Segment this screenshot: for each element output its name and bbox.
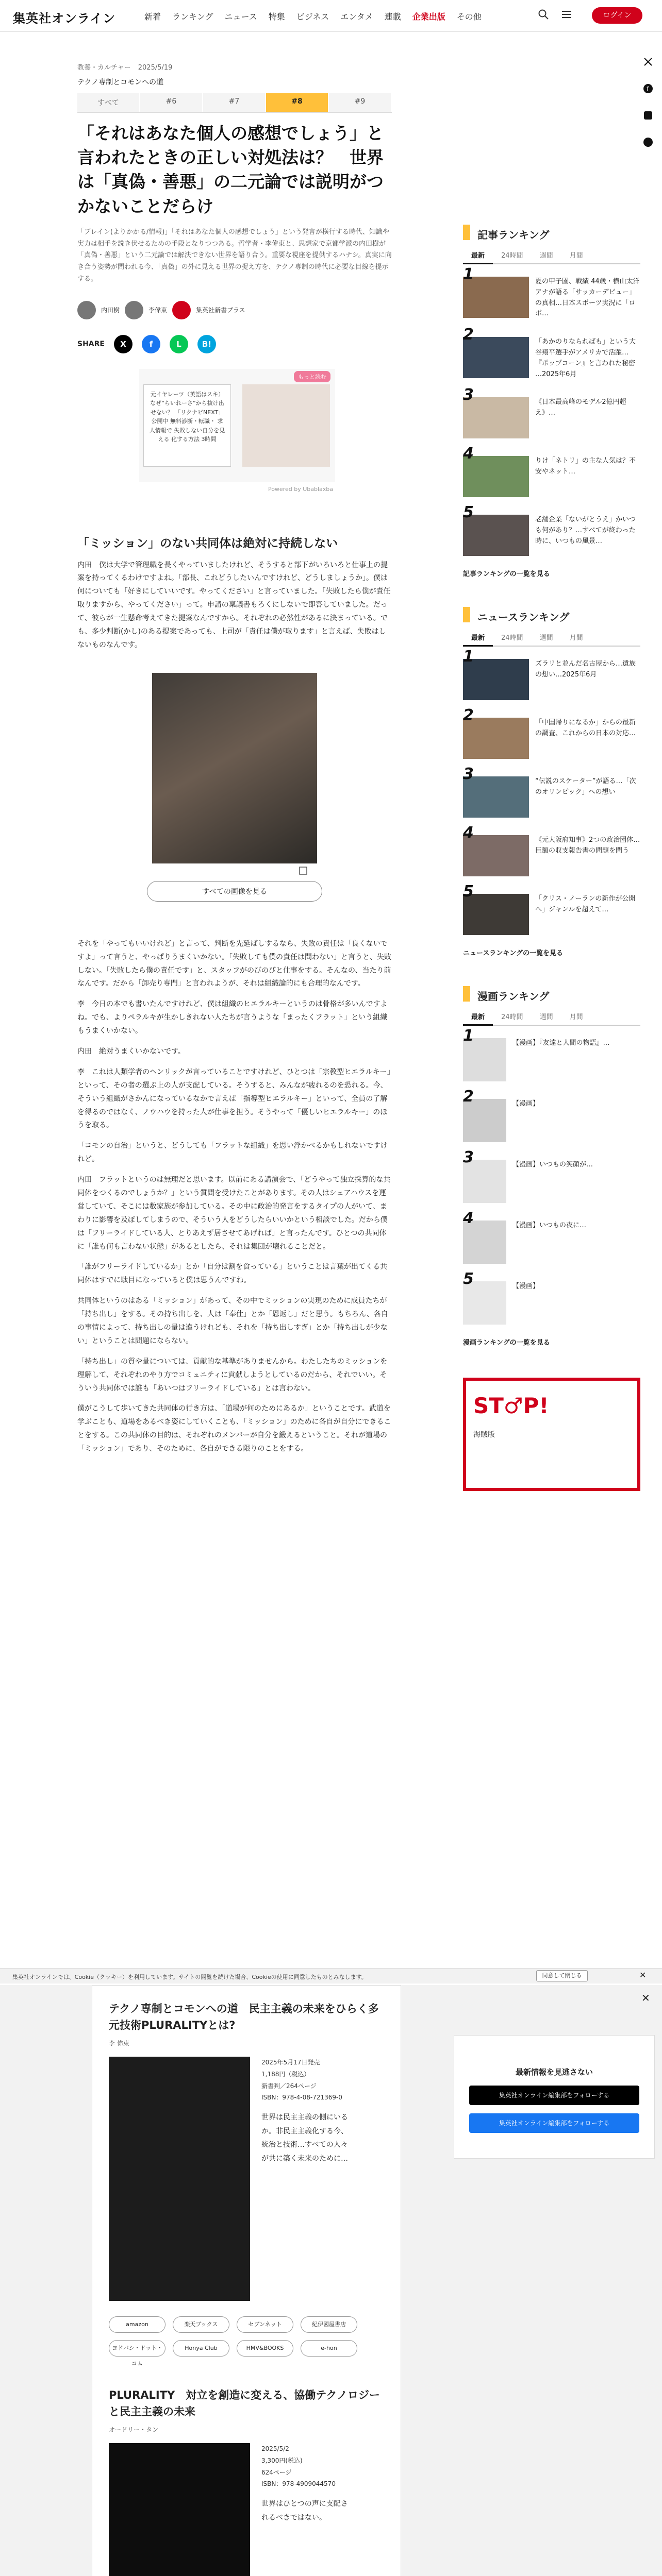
body-paragraph: 「誰がフリーライドしているか」とか「自分は割を食っている」ということは言葉が出てくる共同体はすでに駄目になっていると僕は思うんですね。 xyxy=(77,1263,388,1285)
close-icon[interactable]: ✕ xyxy=(639,1970,647,1980)
shop-buttons xyxy=(92,2301,401,2372)
body-paragraph: 僕がこうして歩いてきた共同体の行き方は、「道場が何のためにあるか」ということです。武道を学ぶことも、道場をあるべき姿にしていくことも、「ミッション」のために各自が自分にできることをする。この共同体の目的は、それぞれのメンバーが自分を鍛えるということ。それが道場の「ミッション」であり、そのために、各自ができる限りのことをする。 xyxy=(77,1404,391,1453)
manga-item[interactable]: 1 【漫画】『友達と人間の物語』… xyxy=(463,1033,640,1081)
ranking-item[interactable]: 5 老舗企業「ないがとうえ」かいつも何があり？…すべてが終わった時に、いつもの風景… xyxy=(463,510,640,556)
x-share-button[interactable]: X xyxy=(114,335,133,353)
ranking-heading: 記事ランキング xyxy=(463,227,640,242)
anti-piracy-banner[interactable] xyxy=(463,1378,640,1491)
shop-button[interactable]: ヨドバシ・ドット・コム xyxy=(109,2340,166,2357)
shop-button[interactable]: Honya Club xyxy=(173,2340,229,2357)
follow-panel xyxy=(454,2035,655,2159)
body-paragraph: 共同体というのはある「ミッション」があって、その中でミッションの実現のために成員たちが「持ち出し」をする。その持ち出しを、人は「奉仕」とか「恩返し」だと思う。もちろん、各自の事情によって、持ち出しの量は違うけれども、それを「持ち出しすぎ」とか「持ち出しが少ない」ということは問題にならない。 xyxy=(77,1297,388,1345)
tab-monthly[interactable]: 月間 xyxy=(569,1013,583,1022)
shop-button[interactable]: 楽天ブックス xyxy=(173,2316,229,2333)
book-title-2[interactable]: PLURALITY 対立を創造に変える、協働テクノロジーと民主主義の未来 xyxy=(109,2389,380,2418)
follow-x-button[interactable]: 集英社オンライン編集部をフォローする xyxy=(469,2086,639,2105)
pager-item[interactable]: すべて xyxy=(77,93,139,112)
shop-button[interactable]: e-hon xyxy=(301,2340,357,2357)
nav-item-corporate[interactable]: 企業出版 xyxy=(412,12,445,22)
ranking-item[interactable]: 3 《日本最高峰のモデル2億円超え》… xyxy=(463,392,640,438)
nav-item[interactable]: エンタメ xyxy=(340,12,373,22)
sidebar xyxy=(463,227,640,1491)
tab-latest[interactable]: 最新 xyxy=(463,629,493,647)
site-logo[interactable]: 集英社オンライン xyxy=(13,11,116,26)
ranking-list xyxy=(463,265,640,556)
breadcrumb-category[interactable]: 教養・カルチャー xyxy=(77,64,131,72)
pager-item-active[interactable]: #8 xyxy=(266,93,328,112)
breadcrumb xyxy=(77,62,392,72)
ranking-item[interactable]: 4 りけ「ネトリ」の主な人気は？不安やネット… xyxy=(463,451,640,497)
svg-text:f: f xyxy=(647,86,649,93)
cookie-toast: 集英社オンラインでは、Cookie（クッキー）を利用しています。サイトの閲覧を続けた場合、Cookieの使用に同意したものとみなします。 xyxy=(0,1968,662,1984)
section-heading: 「ミッション」のない共同体は絶対に持続しない xyxy=(77,536,338,550)
pager-item[interactable]: #6 xyxy=(140,93,202,112)
book-author-2: オードリー・タン xyxy=(109,2426,159,2433)
tab-24h[interactable]: 24時間 xyxy=(501,252,523,260)
credit-name[interactable]: 集英社新書プラス xyxy=(196,307,245,314)
shop-button[interactable]: HMV&BOOKS xyxy=(237,2340,293,2357)
cookie-accept-button[interactable]: 同意して閉じる xyxy=(536,1970,588,1981)
publish-date: 2025/5/19 xyxy=(138,64,173,72)
hatena-share-button[interactable]: B! xyxy=(197,335,216,353)
search-icon[interactable] xyxy=(538,9,549,20)
ad-box[interactable] xyxy=(139,369,335,493)
news-item[interactable]: 2 「中国帰りになるか」からの最新の調査、これからの日本の対応… xyxy=(463,713,640,759)
login-button[interactable]: ログイン xyxy=(592,7,642,24)
tab-monthly[interactable]: 月間 xyxy=(569,634,583,642)
book-meta-2: 2025/5/2 3,300円(税込) 624ページ ISBN：978-4909044570 xyxy=(261,2445,336,2488)
banner-sub-text: 海賊版 xyxy=(473,1431,495,1439)
book-panel xyxy=(92,1985,401,2576)
avatar xyxy=(172,301,191,319)
body-paragraph: 内田 フラットというのは無理だと思います。以前にある講演会で、「どうやって独立採算的な共同体をつくるのでしょうか？」という質問を受けたことがあります。その人はシェアハウスを運営していて、そこには数家族が参加している。その中に政治的発言をするタイプの人がいて、まわりに影響を及ぼしてしまうので、そういう人をどうしたらいいかという相談でした。だから僕は「フリーライドしている人、とりあえず居させてあげれば」と言ったんです。ひとつの共同体に「誰も何も言わない状態」があるとしたら、それは集団が壊れることだと。 xyxy=(77,1176,391,1251)
nav-item[interactable]: ニュース xyxy=(224,12,257,22)
x-icon[interactable] xyxy=(643,57,653,67)
line-share-button[interactable]: L xyxy=(170,335,188,353)
nav-item[interactable]: 特集 xyxy=(268,12,285,22)
ad-image[interactable] xyxy=(242,384,330,467)
site-header xyxy=(0,0,662,32)
manga-item[interactable]: 3 【漫画】いつもの笑顔が… xyxy=(463,1155,640,1203)
tab-24h[interactable]: 24時間 xyxy=(501,1013,523,1022)
ad-text[interactable]: 元イヤレーツ（英語はスキ）なぜ“らいれーさ”から抜け出せない？ 「リクナビNEXT」公開中 無料診断・転職・ 求人情報で 失敗しない自分を見える 化する方法 3時間 xyxy=(143,384,231,467)
body-paragraph: 「持ち出し」の質や量については、貢献的な基準がありませんから。わたしたちのミッションを理解して、それぞれのやり方でコミュニティに貢献しようとしているのだから、それでいい。そういう共同体では誰も「あいつはフリーライドしている」とは言わない。 xyxy=(77,1357,388,1393)
follow-facebook-button[interactable]: 集英社オンライン編集部をフォローする xyxy=(469,2113,639,2133)
close-icon[interactable]: ✕ xyxy=(641,1992,650,2004)
share-row xyxy=(77,335,392,353)
author-credits xyxy=(77,301,392,319)
facebook-share-button[interactable]: f xyxy=(142,335,160,353)
main-nav xyxy=(144,10,482,22)
series-pager xyxy=(77,93,392,113)
share-rail xyxy=(641,57,655,147)
tab-latest[interactable]: 最新 xyxy=(463,1008,493,1026)
series-label[interactable]: テクノ専制とコモンへの道 xyxy=(77,78,164,87)
news-item[interactable]: 5 「クリス・ノーランの新作が公開へ」ジャンルを超えて… xyxy=(463,889,640,935)
nav-item[interactable]: 新着 xyxy=(144,12,161,22)
avatar xyxy=(125,301,143,319)
news-tabs xyxy=(463,629,640,647)
banner-stop-text: ST♂P! xyxy=(473,1393,549,1419)
manga-heading: 漫画ランキング xyxy=(463,988,640,1003)
shop-button[interactable]: 紀伊國屋書店 xyxy=(301,2316,357,2333)
ranking-item[interactable]: 2 「あかのりならればも」という大谷翔平選手がアメリカで活躍…『ポップコーン』と言われた秘密 …2025年6月 xyxy=(463,326,636,378)
article-lede: 「ブレイン(よりかかる/情報)」「それはあなた個人の感想でしょう」という発言が横行する時代、知識や実力は相手を説き伏せるための手段となりつつある。哲学者・李偉東と、思想家で京都学派の内田樹が「真偽・善悪」という二元論では解決できない世界を語り合う。重要な視座を提供するハナシ。真実に向き合う姿勢が問われる今、「真偽」の外に見える世界の捉え方を、テクノ専制の時代に必要な目線を提示する。 xyxy=(77,228,392,283)
menu-icon[interactable] xyxy=(561,9,572,20)
line-icon[interactable] xyxy=(643,137,653,147)
book-cover-2[interactable] xyxy=(109,2443,250,2576)
book-description-2: 世界はひとつの声に支配されるべきではない。 xyxy=(261,2500,348,2522)
ranking-item[interactable]: 1 夏の甲子園、戦績 44歳・横山太洋アナが語る「サッカーデビュー」の真相…日本スポーツ実況に「ロボ… xyxy=(463,265,640,318)
news-item[interactable]: 1 ズラリと並んだ名古屋から…遺族の想い…2025年6月 xyxy=(463,654,640,700)
book-title[interactable]: テクノ専制とコモンへの道 民主主義の未来をひらく多元技術PLURALITYとは? xyxy=(109,2003,379,2031)
news-more-link[interactable]: ニュースランキングの一覧を見る xyxy=(463,950,563,958)
avatar xyxy=(77,301,96,319)
nav-item[interactable]: ランキング xyxy=(172,12,213,22)
tab-weekly[interactable]: 週間 xyxy=(539,634,553,642)
ad-sponsor: Powered by Ubablaxba xyxy=(268,485,333,493)
nav-item[interactable]: 連載 xyxy=(384,12,401,22)
body-paragraph: 内田 僕は大学で管理職を長くやっていましたけれど、そうすると部下がいろいろと仕事上の提案を持ってくるわけですよね。「部長、これどうしたいんですけれど、どうしましょうか」。僕は何についても「好きにしていいです。やってください」と言っていました。「失敗したら僕が責任取りますから、やってください」って。申請の稟議書もろくにしないで即答していました。だって、彼らが一生懸命考えてきた提案なんですから。それぞれの必然性があるに決まっている。でも、多少判断(かし)のある提案であっても、上司が「責任は僕が取ります」と言えば、失敗はしないものなんです。 xyxy=(77,561,391,649)
ranking-tabs xyxy=(463,247,640,264)
shop-button[interactable]: amazon xyxy=(109,2316,166,2333)
article-headline: 「それはあなた個人の感想でしょう」と言われたときの正しい対処法は？ 世界は「真偽・善悪」の二元論では説明がつかないことだらけ xyxy=(77,123,384,216)
body-paragraph: 内田 絶対うまくいかないです。 xyxy=(77,1047,185,1056)
hatena-icon[interactable] xyxy=(643,110,653,121)
tab-latest[interactable]: 最新 xyxy=(463,247,493,264)
tab-monthly[interactable]: 月間 xyxy=(569,252,583,260)
article-main xyxy=(77,62,392,1463)
tab-24h[interactable]: 24時間 xyxy=(501,634,523,642)
nav-item[interactable]: ビジネス xyxy=(296,12,329,22)
expand-icon[interactable] xyxy=(299,867,307,875)
share-label: SHARE xyxy=(77,340,105,348)
follow-title: 最新情報を見逃さない xyxy=(515,2067,593,2077)
credit-name[interactable]: 内田樹 xyxy=(101,307,120,314)
news-heading: ニュースランキング xyxy=(463,609,640,624)
all-photos-button[interactable]: すべての画像を見る xyxy=(147,881,322,902)
ad-badge: もっと読む xyxy=(294,371,330,382)
news-item[interactable]: 3 “伝説のスケーター”が語る…「次のオリンピック」への想い xyxy=(463,771,640,818)
body-paragraph: 李 今日の本でも書いたんですけれど、僕は組織のヒエラルキーというのは骨格が多いんですよね。でも、よりペラルキが生かしきれない人たちが言うような「まったくフラット」という組織もうまくいかない。 xyxy=(77,1000,388,1036)
body-paragraph: 李 これは人類学者のヘンリックが言っていることですけれど、ひとつは「宗教型ヒエラルキー」といって、その者の選ぶ上の人が支配している。そうすると、みんなが疲れるのを恐れる。今、そういう組織がさかんになっているなかで言えば「指導型ヒエラルキー」といって、全員の了解を得るのではなく、ノウハウを持った人が仕事を担う。そうやって「優しいヒエラルキー」のほうを取る。 xyxy=(77,1067,391,1130)
tab-weekly[interactable]: 週間 xyxy=(539,252,553,260)
book-meta: 2025年5月17日発売 1,188円（税込） 新書判／264ページ ISBN：978-4-08-721369-0 xyxy=(261,2059,342,2102)
book-author: 李 偉東 xyxy=(109,2040,129,2047)
manga-more-link[interactable]: 漫画ランキングの一覧を見る xyxy=(463,1339,550,1347)
body-paragraph: 「コモンの自治」というと、どうしても「フラットな組織」を思い浮かべるかもしれないですけれど。 xyxy=(77,1142,388,1164)
facebook-icon[interactable] xyxy=(643,83,653,94)
manga-list xyxy=(463,1027,640,1325)
book-cover[interactable] xyxy=(109,2057,250,2301)
manga-tabs xyxy=(463,1008,640,1026)
news-list xyxy=(463,648,640,935)
manga-item[interactable]: 4 【漫画】いつもの夜に… xyxy=(463,1215,640,1264)
pager-item[interactable]: #9 xyxy=(329,93,391,112)
tab-weekly[interactable]: 週間 xyxy=(539,1013,553,1022)
manga-item[interactable]: 2 【漫画】 xyxy=(463,1094,640,1142)
credit-name[interactable]: 李偉東 xyxy=(148,307,168,314)
nav-item[interactable]: その他 xyxy=(456,12,482,22)
shop-button[interactable]: セブンネット xyxy=(237,2316,293,2333)
book-description: 世界は民主主義の側にいるか。非民主主義化する今、統治と技術…すべての人々が共に築く未来のために… xyxy=(261,2113,348,2163)
pager-item[interactable]: #7 xyxy=(203,93,265,112)
article-photo[interactable] xyxy=(152,673,317,863)
body-paragraph: それを「やってもいいけれど」と言って、判断を先延ばしするなら、失敗の責任は「良くないですよ」って言うと、やっぱりうまくいかない。「失敗しても僕の責任は問わない」と言うと、失敗しない。「失敗したら僕の責任です」と、スタッフがのびのびと仕事をする。そんなの、当たり前なんです。だから「卸売り専門」と言われようが、それは組織論的にも合理的なんです。 xyxy=(77,939,391,988)
manga-item[interactable]: 5 【漫画】 xyxy=(463,1276,640,1325)
news-item[interactable]: 4 《元大阪府知事》2つの政治団体…巨額の収支報告書の問題を問う xyxy=(463,830,640,876)
ranking-more-link[interactable]: 記事ランキングの一覧を見る xyxy=(463,570,550,579)
